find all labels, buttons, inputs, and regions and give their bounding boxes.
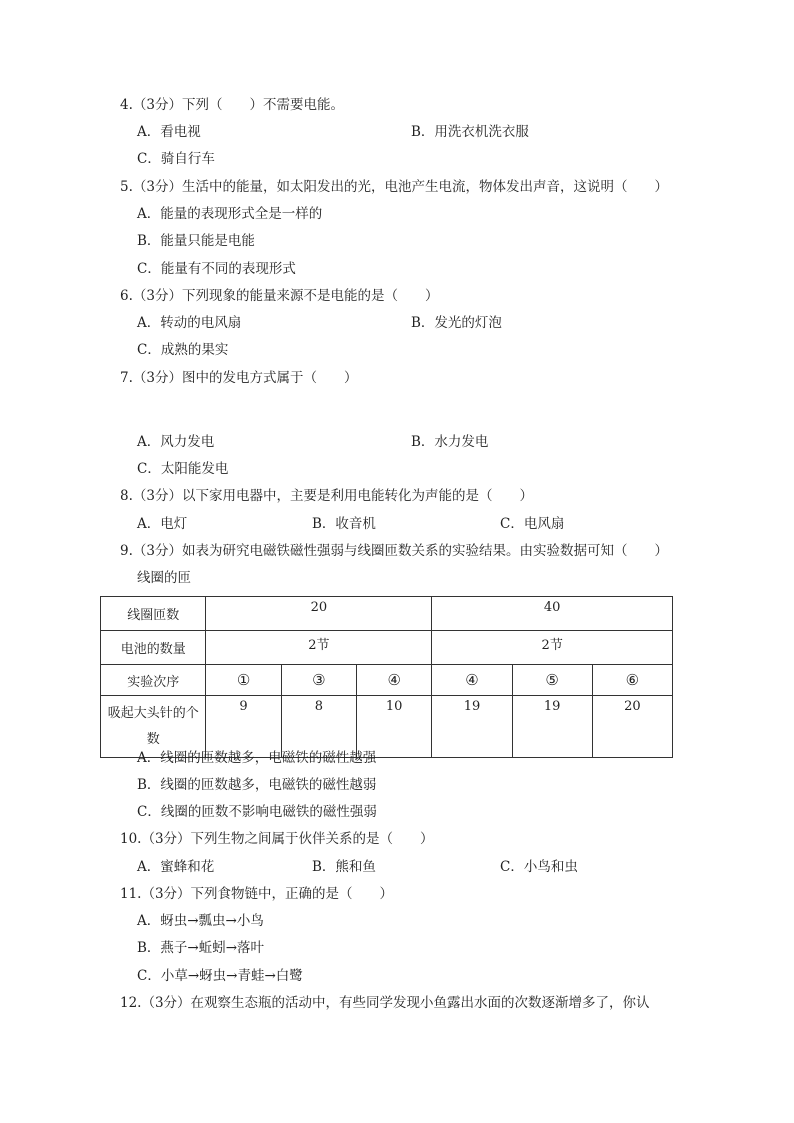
row-label-turns: 线圈匝数: [101, 597, 206, 631]
experiment-table: [100, 596, 673, 758]
q5-option-a: A．能量的表现形式全是一样的: [137, 206, 323, 222]
q6-stem: 6.（3分）下列现象的能量来源不是电能的是（ ）: [120, 288, 439, 304]
q7-stem: 7.（3分）图中的发电方式属于（ ）: [120, 370, 358, 386]
order-cell: ⑤: [512, 665, 592, 696]
q4-option-c: C．骑自行车: [137, 151, 215, 167]
pin-count-cell: 19: [512, 696, 592, 758]
q7-option-b: B．水力发电: [411, 434, 489, 450]
pin-count-cell: 9: [206, 696, 281, 758]
pin-count-cell: 19: [432, 696, 512, 758]
order-cell: ③: [281, 665, 356, 696]
q9-option-a: A．线圈的匝数越多，电磁铁的磁性越强: [137, 750, 377, 766]
q5-stem: 5.（3分）生活中的能量，如太阳发出的光，电池产生电流，物体发出声音，这说明（ ）: [120, 179, 668, 195]
row-label-pins: 吸起大头针的个数: [101, 696, 206, 758]
order-cell: ①: [206, 665, 281, 696]
order-cell: ④: [432, 665, 512, 696]
order-cell: ⑥: [592, 665, 672, 696]
q10-stem: 10.（3分）下列生物之间属于伙伴关系的是（ ）: [120, 831, 434, 847]
q11-option-c: C．小草→蚜虫→青蛙→白鹭: [137, 968, 303, 984]
q9-option-b: B．线圈的匝数越多，电磁铁的磁性越弱: [137, 777, 377, 793]
row-label-battery: 电池的数量: [101, 631, 206, 665]
turns-value-20: 20: [206, 597, 432, 631]
turns-value-40: 40: [432, 597, 673, 631]
q10-option-c: C．小鸟和虫: [500, 859, 578, 875]
q9-stem-continuation: 线圈的匝: [137, 570, 191, 586]
q12-stem: 12.（3分）在观察生态瓶的活动中，有些同学发现小鱼露出水面的次数逐渐增多了，你认: [120, 995, 650, 1011]
q11-stem: 11.（3分）下列食物链中，正确的是（ ）: [120, 886, 394, 902]
q7-option-a: A．风力发电: [137, 434, 215, 450]
q6-option-a: A．转动的电风扇: [137, 315, 242, 331]
q5-option-b: B．能量只能是电能: [137, 233, 255, 249]
q7-option-c: C．太阳能发电: [137, 461, 229, 477]
pin-count-cell: 8: [281, 696, 356, 758]
q8-stem: 8.（3分）以下家用电器中，主要是利用电能转化为声能的是（ ）: [120, 488, 533, 504]
q10-option-b: B．熊和鱼: [312, 859, 376, 875]
q9-stem: 9.（3分）如表为研究电磁铁磁性强弱与线圈匝数关系的实验结果。由实验数据可知（ ）: [120, 543, 668, 559]
pin-count-cell: 20: [592, 696, 672, 758]
q4-stem: 4.（3分）下列（ ）不需要电能。: [120, 97, 344, 113]
q11-option-b: B．燕子→蚯蚓→落叶: [137, 940, 265, 956]
q8-option-c: C．电风扇: [500, 516, 565, 532]
battery-value-b: 2节: [432, 631, 673, 665]
q6-option-c: C．成熟的果实: [137, 342, 229, 358]
q11-option-a: A．蚜虫→瓢虫→小鸟: [137, 913, 264, 929]
q9-option-c: C．线圈的匝数不影响电磁铁的磁性强弱: [137, 804, 377, 820]
q5-option-c: C．能量有不同的表现形式: [137, 261, 296, 277]
q10-option-a: A．蜜蜂和花: [137, 859, 215, 875]
battery-value-a: 2节: [206, 631, 432, 665]
q8-option-a: A．电灯: [137, 516, 188, 532]
order-cell: ④: [356, 665, 431, 696]
q4-option-b: B．用洗衣机洗衣服: [411, 124, 529, 140]
q4-option-a: A．看电视: [137, 124, 201, 140]
pin-count-cell: 10: [356, 696, 431, 758]
q8-option-b: B．收音机: [312, 516, 376, 532]
q6-option-b: B．发光的灯泡: [411, 315, 502, 331]
row-label-order: 实验次序: [101, 665, 206, 696]
